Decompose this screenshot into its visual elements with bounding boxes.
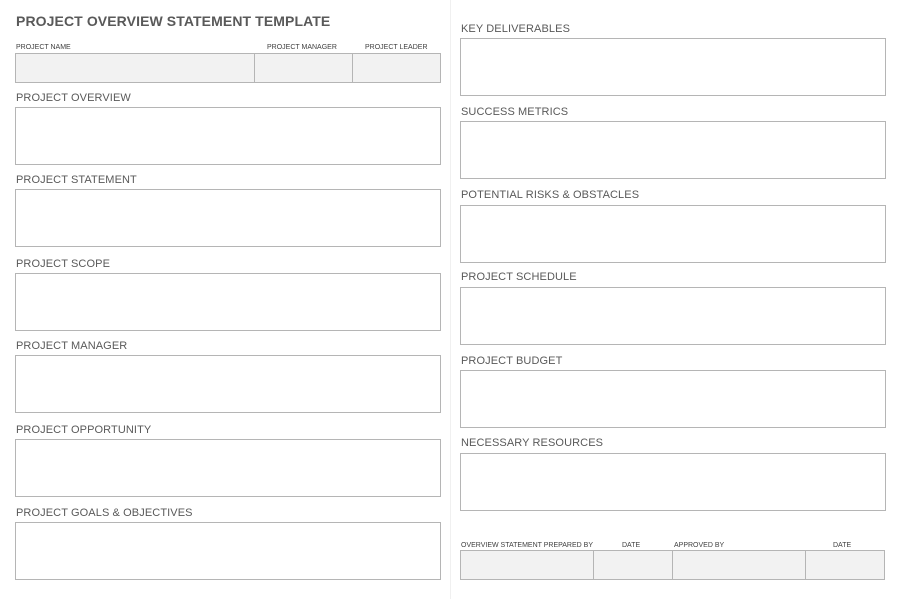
key-deliverables-label: KEY DELIVERABLES	[461, 23, 571, 35]
page-title: PROJECT OVERVIEW STATEMENT TEMPLATE	[16, 13, 331, 29]
prepared-by-label: OVERVIEW STATEMENT PREPARED BY	[461, 542, 593, 549]
project-opportunity-box[interactable]	[15, 439, 441, 497]
project-overview-box[interactable]	[15, 107, 441, 165]
project-manager-label: PROJECT MANAGER	[267, 44, 337, 51]
risks-obstacles-box[interactable]	[460, 205, 886, 263]
project-name-label: PROJECT NAME	[16, 44, 71, 51]
project-manager-section-label: PROJECT MANAGER	[16, 340, 128, 352]
project-goals-label: PROJECT GOALS & OBJECTIVES	[16, 507, 193, 519]
risks-obstacles-label: POTENTIAL RISKS & OBSTACLES	[461, 189, 640, 201]
project-statement-box[interactable]	[15, 189, 441, 247]
project-leader-label: PROJECT LEADER	[365, 44, 428, 51]
project-budget-label: PROJECT BUDGET	[461, 355, 563, 367]
project-goals-box[interactable]	[15, 522, 441, 580]
approved-by-label: APPROVED BY	[674, 542, 725, 549]
date-field-1[interactable]	[593, 550, 673, 580]
project-overview-label: PROJECT OVERVIEW	[16, 92, 131, 104]
project-scope-box[interactable]	[15, 273, 441, 331]
project-schedule-label: PROJECT SCHEDULE	[461, 271, 577, 283]
key-deliverables-box[interactable]	[460, 38, 886, 96]
project-budget-box[interactable]	[460, 370, 886, 428]
project-schedule-box[interactable]	[460, 287, 886, 345]
approved-by-field[interactable]	[672, 550, 806, 580]
project-manager-box[interactable]	[15, 355, 441, 413]
project-opportunity-label: PROJECT OPPORTUNITY	[16, 424, 152, 436]
date-label-2: DATE	[833, 542, 852, 549]
project-manager-field[interactable]	[254, 53, 353, 83]
success-metrics-box[interactable]	[460, 121, 886, 179]
project-name-field[interactable]	[15, 53, 255, 83]
date-label-1: DATE	[622, 542, 641, 549]
necessary-resources-box[interactable]	[460, 453, 886, 511]
necessary-resources-label: NECESSARY RESOURCES	[461, 437, 604, 449]
column-divider	[450, 0, 451, 599]
project-statement-label: PROJECT STATEMENT	[16, 174, 137, 186]
project-scope-label: PROJECT SCOPE	[16, 258, 111, 270]
project-leader-field[interactable]	[352, 53, 441, 83]
success-metrics-label: SUCCESS METRICS	[461, 106, 569, 118]
prepared-by-field[interactable]	[460, 550, 594, 580]
date-field-2[interactable]	[805, 550, 885, 580]
